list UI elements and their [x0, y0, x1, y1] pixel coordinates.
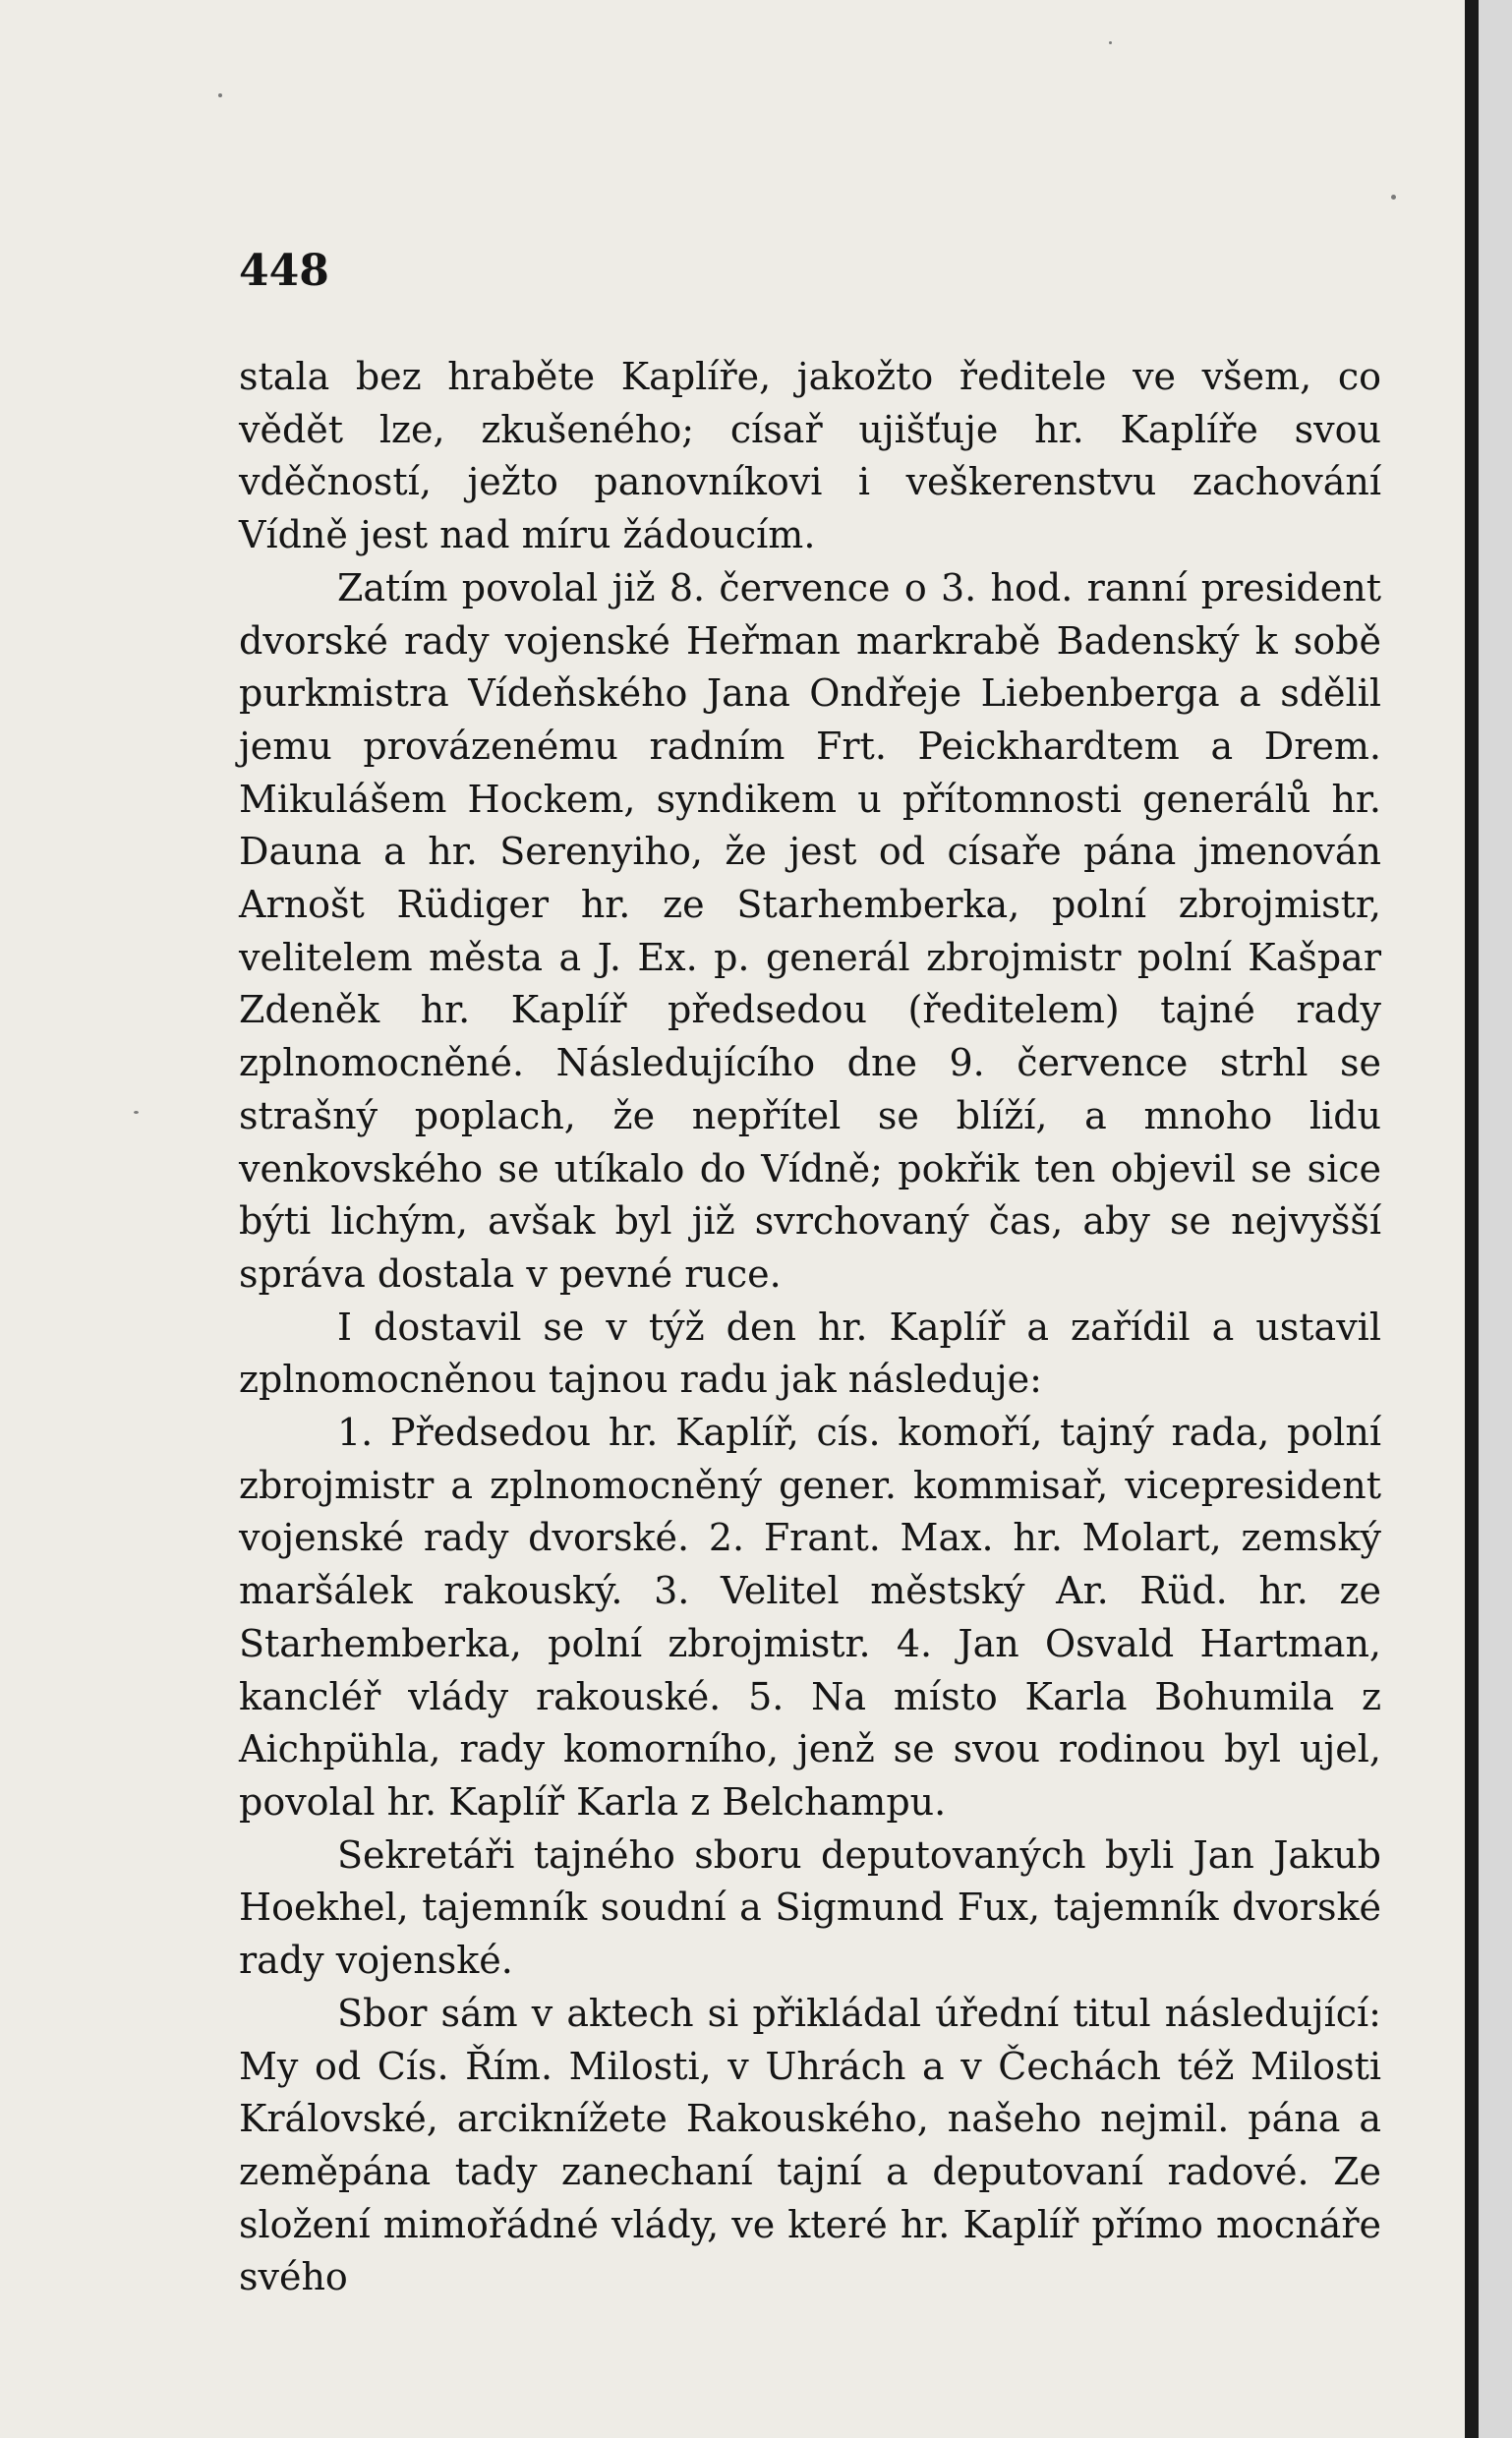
paragraph-secretaries: Sekretáři tajného sboru deputovaných byli Jan Jakub Hoekhel, tajemník soudní a Sigmund Fux, tajemník dvorské rady vojenské.	[239, 1832, 1381, 1983]
paragraph-continuation: stala bez hraběte Kaplíře, jakožto ředitele ve všem, co vědět lze, zkušeného; císař ujišťuje hr. Kaplíře svou vděčností, ježto panovníkovi i veškerenstvu zachování Vídně jest nad míru žádoucím.	[239, 355, 1381, 557]
page-edge	[1465, 0, 1512, 2438]
paragraph-appointment: Zatím povolal již 8. července o 3. hod. ranní president dvorské rady vojenské Heřman markrabě Badenský k sobě purkmistra Vídeňského Jana Ondřeje Liebenberga a sdělil jemu provázenému radním Frt. Peickhardtem a Drem. Mikulášem Hockem, syndikem u přítomnosti generálů hr. Dauna a hr. Serenyiho, že jest od císaře pána jmenován Arnošt Rüdiger hr. ze Starhemberka, polní zbrojmistr, velitelem města a J. Ex. p. generál zbrojmistr polní Kašpar Zdeněk hr. Kaplíř předsedou (ředitelem) tajné rady zplnomocněné. Následujícího dne 9. července strhl se strašný poplach, že nepřítel se blíží, a mnoho lidu venkovského se utíkalo do Vídně; pokřik ten objevil se sice býti lichým, avšak byl již svrchovaný čas, aby se nejvyšší správa dostala v pevné ruce.	[239, 565, 1381, 1296]
print-speck	[1109, 41, 1112, 44]
page-number: 448	[239, 246, 329, 296]
paragraph-council-members: 1. Předsedou hr. Kaplíř, cís. komoří, tajný rada, polní zbrojmistr a zplnomocněný gener. kommisař, vicepresident vojenské rady dvorské. 2. Frant. Max. hr. Molart, zemský maršálek rakouský. 3. Velitel městský Ar. Rüd. hr. ze Starhemberka, polní zbrojmistr. 4. Jan Osvald Hartman, kancléř vlády rakouské. 5. Na místo Karla Bohumila z Aichpühla, rady komorního, jenž se svou rodinou byl ujel, povolal hr. Kaplíř Karla z Belchampu.	[239, 1411, 1381, 1824]
print-speck	[218, 93, 222, 97]
paragraph-official-title: Sbor sám v aktech si přikládal úřední titul následující: My od Cís. Řím. Milosti, v Uhrách a v Čechách též Milosti Královské, arciknížete Rakouského, našeho nejmil. pána a zeměpána tady zanechaní tajní a deputovaní radové. Ze složení mimořádné vlády, ve které hr. Kaplíř přímo mocnáře svého	[239, 1991, 1381, 2299]
page-edge-shadow	[1465, 0, 1479, 2438]
print-speck	[134, 1111, 139, 1114]
print-speck	[1391, 195, 1396, 200]
paragraph-council-setup: I dostavil se v týž den hr. Kaplíř a zařídil a ustavil zplnomocněnou tajnou radu jak následuje:	[239, 1305, 1381, 1402]
body-text	[239, 351, 1381, 2304]
